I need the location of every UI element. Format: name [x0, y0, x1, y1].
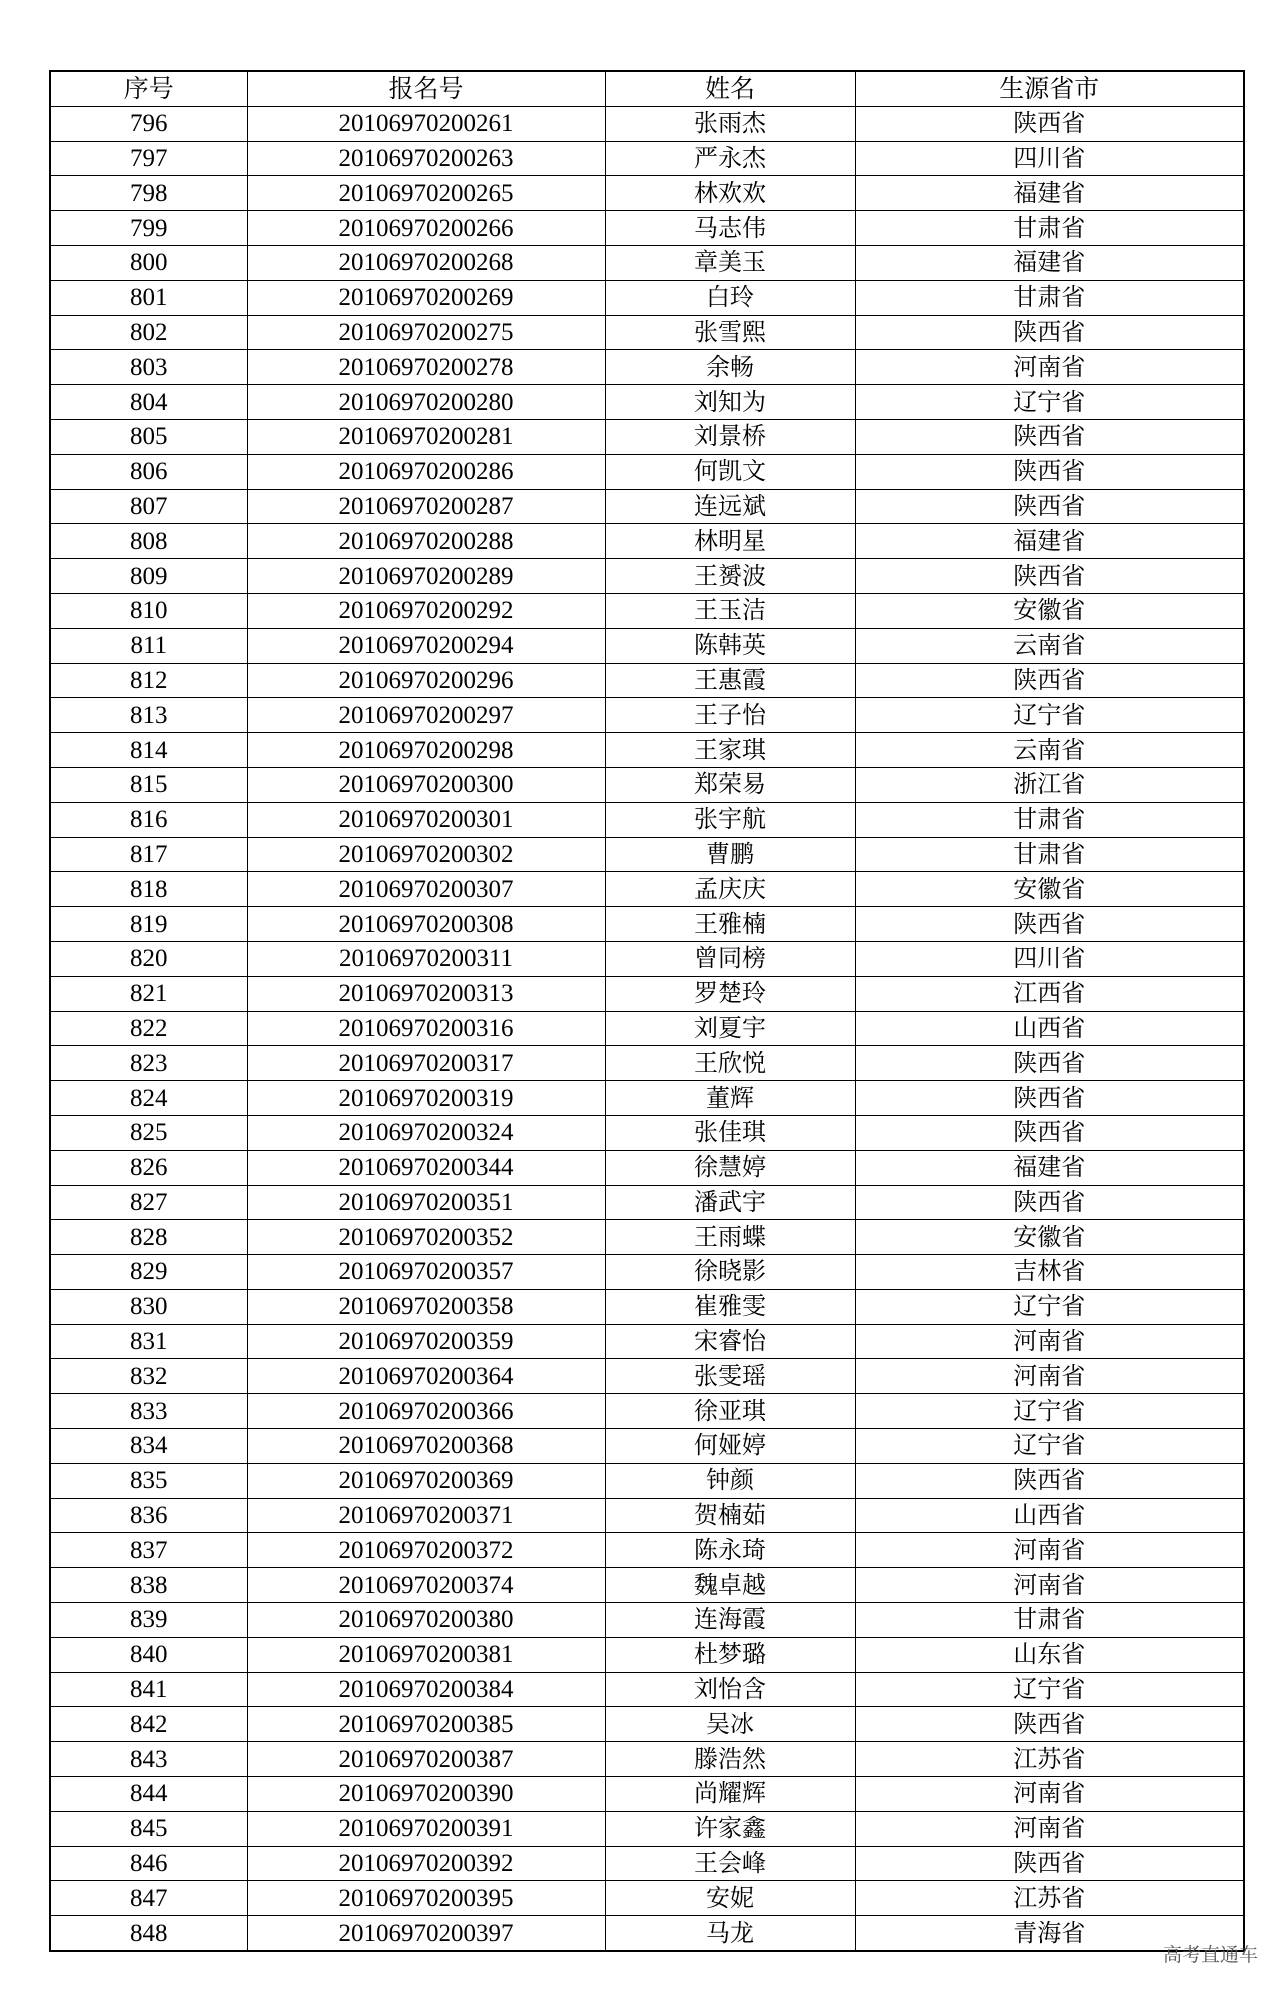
table-row [50, 176, 1244, 211]
watermark-text: 高考直通车 [1162, 1944, 1258, 1966]
row-province-cell: 河南省 [855, 1811, 1244, 1846]
table-row [50, 837, 1244, 872]
row-index-cell: 819 [50, 907, 247, 942]
row-name-cell: 林明星 [605, 524, 855, 559]
row-province-cell: 山西省 [855, 1011, 1244, 1046]
row-registration-cell: 20106970200358 [247, 1289, 605, 1324]
row-registration-cell: 20106970200385 [247, 1707, 605, 1742]
row-name-cell: 严永杰 [605, 141, 855, 176]
row-name-cell: 王玉洁 [605, 593, 855, 628]
row-index-cell: 814 [50, 733, 247, 768]
row-index-cell: 839 [50, 1603, 247, 1638]
row-province-cell: 安徽省 [855, 1220, 1244, 1255]
admission-list-sheet [49, 70, 1243, 1952]
table-row [50, 1498, 1244, 1533]
row-province-cell: 云南省 [855, 628, 1244, 663]
row-registration-cell: 20106970200344 [247, 1150, 605, 1185]
table-row [50, 1603, 1244, 1638]
table-row [50, 489, 1244, 524]
row-name-cell: 钟颜 [605, 1463, 855, 1498]
table-row [50, 1150, 1244, 1185]
table-row [50, 1220, 1244, 1255]
row-registration-cell: 20106970200369 [247, 1463, 605, 1498]
row-name-cell: 张佳琪 [605, 1115, 855, 1150]
table-row [50, 454, 1244, 489]
table-row [50, 211, 1244, 246]
row-index-cell: 842 [50, 1707, 247, 1742]
table-row [50, 1255, 1244, 1290]
row-index-cell: 815 [50, 767, 247, 802]
row-index-cell: 825 [50, 1115, 247, 1150]
row-province-cell: 陕西省 [855, 663, 1244, 698]
row-name-cell: 杜梦璐 [605, 1637, 855, 1672]
row-registration-cell: 20106970200374 [247, 1568, 605, 1603]
table-row [50, 941, 1244, 976]
row-index-cell: 811 [50, 628, 247, 663]
table-row [50, 524, 1244, 559]
row-index-cell: 832 [50, 1359, 247, 1394]
row-province-cell: 河南省 [855, 350, 1244, 385]
row-registration-cell: 20106970200307 [247, 872, 605, 907]
row-name-cell: 潘武宇 [605, 1185, 855, 1220]
row-index-cell: 820 [50, 941, 247, 976]
row-province-cell: 四川省 [855, 141, 1244, 176]
row-index-cell: 821 [50, 976, 247, 1011]
row-index-cell: 829 [50, 1255, 247, 1290]
row-province-cell: 福建省 [855, 176, 1244, 211]
row-province-cell: 辽宁省 [855, 698, 1244, 733]
row-name-cell: 王雅楠 [605, 907, 855, 942]
row-registration-cell: 20106970200372 [247, 1533, 605, 1568]
row-name-cell: 张雯瑶 [605, 1359, 855, 1394]
row-province-cell: 江西省 [855, 976, 1244, 1011]
row-province-cell: 四川省 [855, 941, 1244, 976]
row-name-cell: 章美玉 [605, 245, 855, 280]
row-province-cell: 山西省 [855, 1498, 1244, 1533]
row-province-cell: 吉林省 [855, 1255, 1244, 1290]
row-registration-cell: 20106970200261 [247, 106, 605, 141]
header-name: 姓名 [605, 71, 855, 106]
row-province-cell: 陕西省 [855, 1846, 1244, 1881]
row-registration-cell: 20106970200308 [247, 907, 605, 942]
row-name-cell: 连远斌 [605, 489, 855, 524]
row-province-cell: 陕西省 [855, 489, 1244, 524]
row-province-cell: 山东省 [855, 1637, 1244, 1672]
row-province-cell: 甘肃省 [855, 211, 1244, 246]
row-registration-cell: 20106970200301 [247, 802, 605, 837]
row-province-cell: 陕西省 [855, 559, 1244, 594]
row-province-cell: 云南省 [855, 733, 1244, 768]
table-row [50, 1394, 1244, 1429]
row-province-cell: 陕西省 [855, 106, 1244, 141]
table-header-row [50, 71, 1244, 106]
row-name-cell: 曹鹏 [605, 837, 855, 872]
table-row [50, 1289, 1244, 1324]
row-name-cell: 王雨蝶 [605, 1220, 855, 1255]
row-province-cell: 甘肃省 [855, 837, 1244, 872]
table-row [50, 1429, 1244, 1464]
table-row [50, 1359, 1244, 1394]
header-index: 序号 [50, 71, 247, 106]
row-name-cell: 尚耀辉 [605, 1777, 855, 1812]
row-index-cell: 837 [50, 1533, 247, 1568]
row-province-cell: 浙江省 [855, 767, 1244, 802]
row-index-cell: 827 [50, 1185, 247, 1220]
row-index-cell: 810 [50, 593, 247, 628]
row-index-cell: 823 [50, 1046, 247, 1081]
row-registration-cell: 20106970200380 [247, 1603, 605, 1638]
row-name-cell: 滕浩然 [605, 1742, 855, 1777]
row-name-cell: 刘知为 [605, 385, 855, 420]
row-province-cell: 陕西省 [855, 315, 1244, 350]
row-registration-cell: 20106970200292 [247, 593, 605, 628]
row-registration-cell: 20106970200296 [247, 663, 605, 698]
row-registration-cell: 20106970200265 [247, 176, 605, 211]
row-name-cell: 张雨杰 [605, 106, 855, 141]
row-province-cell: 陕西省 [855, 1046, 1244, 1081]
row-index-cell: 828 [50, 1220, 247, 1255]
row-registration-cell: 20106970200269 [247, 280, 605, 315]
row-province-cell: 河南省 [855, 1533, 1244, 1568]
row-index-cell: 816 [50, 802, 247, 837]
row-registration-cell: 20106970200313 [247, 976, 605, 1011]
row-name-cell: 崔雅雯 [605, 1289, 855, 1324]
row-province-cell: 陕西省 [855, 907, 1244, 942]
row-index-cell: 822 [50, 1011, 247, 1046]
row-index-cell: 808 [50, 524, 247, 559]
row-index-cell: 812 [50, 663, 247, 698]
row-name-cell: 徐慧婷 [605, 1150, 855, 1185]
row-registration-cell: 20106970200357 [247, 1255, 605, 1290]
row-registration-cell: 20106970200381 [247, 1637, 605, 1672]
row-registration-cell: 20106970200316 [247, 1011, 605, 1046]
row-province-cell: 陕西省 [855, 454, 1244, 489]
row-name-cell: 罗楚玲 [605, 976, 855, 1011]
row-registration-cell: 20106970200263 [247, 141, 605, 176]
row-index-cell: 803 [50, 350, 247, 385]
row-province-cell: 辽宁省 [855, 385, 1244, 420]
table-row [50, 698, 1244, 733]
header-registration-number: 报名号 [247, 71, 605, 106]
row-index-cell: 824 [50, 1081, 247, 1116]
row-name-cell: 安妮 [605, 1881, 855, 1916]
row-name-cell: 陈韩英 [605, 628, 855, 663]
row-registration-cell: 20106970200364 [247, 1359, 605, 1394]
row-index-cell: 840 [50, 1637, 247, 1672]
table-row [50, 1881, 1244, 1916]
row-registration-cell: 20106970200280 [247, 385, 605, 420]
row-name-cell: 董辉 [605, 1081, 855, 1116]
table-row [50, 280, 1244, 315]
row-province-cell: 辽宁省 [855, 1672, 1244, 1707]
row-registration-cell: 20106970200351 [247, 1185, 605, 1220]
row-name-cell: 魏卓越 [605, 1568, 855, 1603]
table-row [50, 1846, 1244, 1881]
table-row [50, 1324, 1244, 1359]
row-registration-cell: 20106970200387 [247, 1742, 605, 1777]
table-row [50, 1742, 1244, 1777]
row-registration-cell: 20106970200319 [247, 1081, 605, 1116]
row-province-cell: 辽宁省 [855, 1289, 1244, 1324]
row-registration-cell: 20106970200395 [247, 1881, 605, 1916]
row-province-cell: 陕西省 [855, 1707, 1244, 1742]
table-row [50, 350, 1244, 385]
row-index-cell: 802 [50, 315, 247, 350]
row-name-cell: 曾同榜 [605, 941, 855, 976]
row-province-cell: 安徽省 [855, 593, 1244, 628]
row-index-cell: 848 [50, 1916, 247, 1951]
row-registration-cell: 20106970200390 [247, 1777, 605, 1812]
row-index-cell: 841 [50, 1672, 247, 1707]
row-registration-cell: 20106970200317 [247, 1046, 605, 1081]
row-name-cell: 马志伟 [605, 211, 855, 246]
row-registration-cell: 20106970200266 [247, 211, 605, 246]
row-name-cell: 白玲 [605, 280, 855, 315]
row-name-cell: 马龙 [605, 1916, 855, 1951]
row-province-cell: 陕西省 [855, 1185, 1244, 1220]
row-registration-cell: 20106970200281 [247, 419, 605, 454]
row-name-cell: 连海霞 [605, 1603, 855, 1638]
row-province-cell: 陕西省 [855, 419, 1244, 454]
row-name-cell: 孟庆庆 [605, 872, 855, 907]
row-name-cell: 陈永琦 [605, 1533, 855, 1568]
row-index-cell: 844 [50, 1777, 247, 1812]
row-province-cell: 河南省 [855, 1568, 1244, 1603]
table-row [50, 1185, 1244, 1220]
row-name-cell: 王赟波 [605, 559, 855, 594]
row-registration-cell: 20106970200371 [247, 1498, 605, 1533]
row-name-cell: 宋睿怡 [605, 1324, 855, 1359]
row-registration-cell: 20106970200302 [247, 837, 605, 872]
row-index-cell: 799 [50, 211, 247, 246]
row-province-cell: 陕西省 [855, 1463, 1244, 1498]
row-index-cell: 800 [50, 245, 247, 280]
row-province-cell: 河南省 [855, 1777, 1244, 1812]
table-body [50, 106, 1244, 1951]
row-name-cell: 吴冰 [605, 1707, 855, 1742]
table-row [50, 1916, 1244, 1951]
row-name-cell: 王惠霞 [605, 663, 855, 698]
row-province-cell: 甘肃省 [855, 1603, 1244, 1638]
row-index-cell: 804 [50, 385, 247, 420]
row-registration-cell: 20106970200397 [247, 1916, 605, 1951]
table-row [50, 1777, 1244, 1812]
row-name-cell: 王子怡 [605, 698, 855, 733]
row-registration-cell: 20106970200359 [247, 1324, 605, 1359]
row-registration-cell: 20106970200268 [247, 245, 605, 280]
row-index-cell: 818 [50, 872, 247, 907]
table-row [50, 315, 1244, 350]
table-row [50, 141, 1244, 176]
row-index-cell: 831 [50, 1324, 247, 1359]
row-province-cell: 青海省 [855, 1916, 1244, 1951]
table-row [50, 1637, 1244, 1672]
row-index-cell: 806 [50, 454, 247, 489]
row-province-cell: 河南省 [855, 1359, 1244, 1394]
row-index-cell: 817 [50, 837, 247, 872]
table-row [50, 1533, 1244, 1568]
table-row [50, 245, 1244, 280]
row-index-cell: 807 [50, 489, 247, 524]
row-name-cell: 许家鑫 [605, 1811, 855, 1846]
admission-table [49, 70, 1245, 1952]
table-row [50, 1115, 1244, 1150]
row-name-cell: 余畅 [605, 350, 855, 385]
row-province-cell: 安徽省 [855, 872, 1244, 907]
row-province-cell: 江苏省 [855, 1742, 1244, 1777]
table-row [50, 767, 1244, 802]
row-registration-cell: 20106970200286 [247, 454, 605, 489]
row-name-cell: 林欢欢 [605, 176, 855, 211]
row-name-cell: 刘怡含 [605, 1672, 855, 1707]
row-index-cell: 813 [50, 698, 247, 733]
row-province-cell: 河南省 [855, 1324, 1244, 1359]
row-name-cell: 王家琪 [605, 733, 855, 768]
table-row [50, 872, 1244, 907]
table-row [50, 1707, 1244, 1742]
row-index-cell: 805 [50, 419, 247, 454]
table-row [50, 976, 1244, 1011]
row-index-cell: 797 [50, 141, 247, 176]
row-index-cell: 809 [50, 559, 247, 594]
row-registration-cell: 20106970200352 [247, 1220, 605, 1255]
table-row [50, 1081, 1244, 1116]
row-index-cell: 826 [50, 1150, 247, 1185]
row-index-cell: 833 [50, 1394, 247, 1429]
row-index-cell: 801 [50, 280, 247, 315]
row-registration-cell: 20106970200278 [247, 350, 605, 385]
table-row [50, 593, 1244, 628]
table-row [50, 802, 1244, 837]
row-name-cell: 何凯文 [605, 454, 855, 489]
row-province-cell: 福建省 [855, 1150, 1244, 1185]
table-row [50, 1672, 1244, 1707]
table-row [50, 385, 1244, 420]
row-province-cell: 辽宁省 [855, 1429, 1244, 1464]
row-registration-cell: 20106970200298 [247, 733, 605, 768]
row-index-cell: 836 [50, 1498, 247, 1533]
row-name-cell: 王会峰 [605, 1846, 855, 1881]
row-province-cell: 福建省 [855, 245, 1244, 280]
row-index-cell: 847 [50, 1881, 247, 1916]
row-province-cell: 福建省 [855, 524, 1244, 559]
row-index-cell: 834 [50, 1429, 247, 1464]
row-index-cell: 845 [50, 1811, 247, 1846]
row-index-cell: 838 [50, 1568, 247, 1603]
row-index-cell: 843 [50, 1742, 247, 1777]
row-name-cell: 徐亚琪 [605, 1394, 855, 1429]
row-province-cell: 陕西省 [855, 1115, 1244, 1150]
row-province-cell: 江苏省 [855, 1881, 1244, 1916]
row-registration-cell: 20106970200366 [247, 1394, 605, 1429]
table-row [50, 559, 1244, 594]
row-registration-cell: 20106970200288 [247, 524, 605, 559]
row-province-cell: 辽宁省 [855, 1394, 1244, 1429]
row-name-cell: 张雪熙 [605, 315, 855, 350]
table-row [50, 1811, 1244, 1846]
table-row [50, 1463, 1244, 1498]
row-registration-cell: 20106970200324 [247, 1115, 605, 1150]
row-name-cell: 张宇航 [605, 802, 855, 837]
row-registration-cell: 20106970200391 [247, 1811, 605, 1846]
row-registration-cell: 20106970200311 [247, 941, 605, 976]
row-registration-cell: 20106970200392 [247, 1846, 605, 1881]
row-province-cell: 甘肃省 [855, 280, 1244, 315]
table-row [50, 106, 1244, 141]
row-name-cell: 徐晓影 [605, 1255, 855, 1290]
table-row [50, 1568, 1244, 1603]
row-registration-cell: 20106970200275 [247, 315, 605, 350]
row-index-cell: 796 [50, 106, 247, 141]
row-registration-cell: 20106970200289 [247, 559, 605, 594]
table-row [50, 628, 1244, 663]
table-row [50, 663, 1244, 698]
row-registration-cell: 20106970200368 [247, 1429, 605, 1464]
row-registration-cell: 20106970200287 [247, 489, 605, 524]
table-row [50, 907, 1244, 942]
row-index-cell: 798 [50, 176, 247, 211]
table-row [50, 1011, 1244, 1046]
table-row [50, 419, 1244, 454]
header-origin-province: 生源省市 [855, 71, 1244, 106]
row-province-cell: 陕西省 [855, 1081, 1244, 1116]
row-province-cell: 甘肃省 [855, 802, 1244, 837]
row-name-cell: 刘夏宇 [605, 1011, 855, 1046]
row-name-cell: 郑荣易 [605, 767, 855, 802]
row-name-cell: 刘景桥 [605, 419, 855, 454]
row-registration-cell: 20106970200297 [247, 698, 605, 733]
row-index-cell: 830 [50, 1289, 247, 1324]
row-index-cell: 846 [50, 1846, 247, 1881]
row-registration-cell: 20106970200384 [247, 1672, 605, 1707]
row-name-cell: 何娅婷 [605, 1429, 855, 1464]
row-name-cell: 贺楠茹 [605, 1498, 855, 1533]
table-row [50, 733, 1244, 768]
row-registration-cell: 20106970200294 [247, 628, 605, 663]
row-index-cell: 835 [50, 1463, 247, 1498]
row-name-cell: 王欣悦 [605, 1046, 855, 1081]
table-row [50, 1046, 1244, 1081]
row-registration-cell: 20106970200300 [247, 767, 605, 802]
